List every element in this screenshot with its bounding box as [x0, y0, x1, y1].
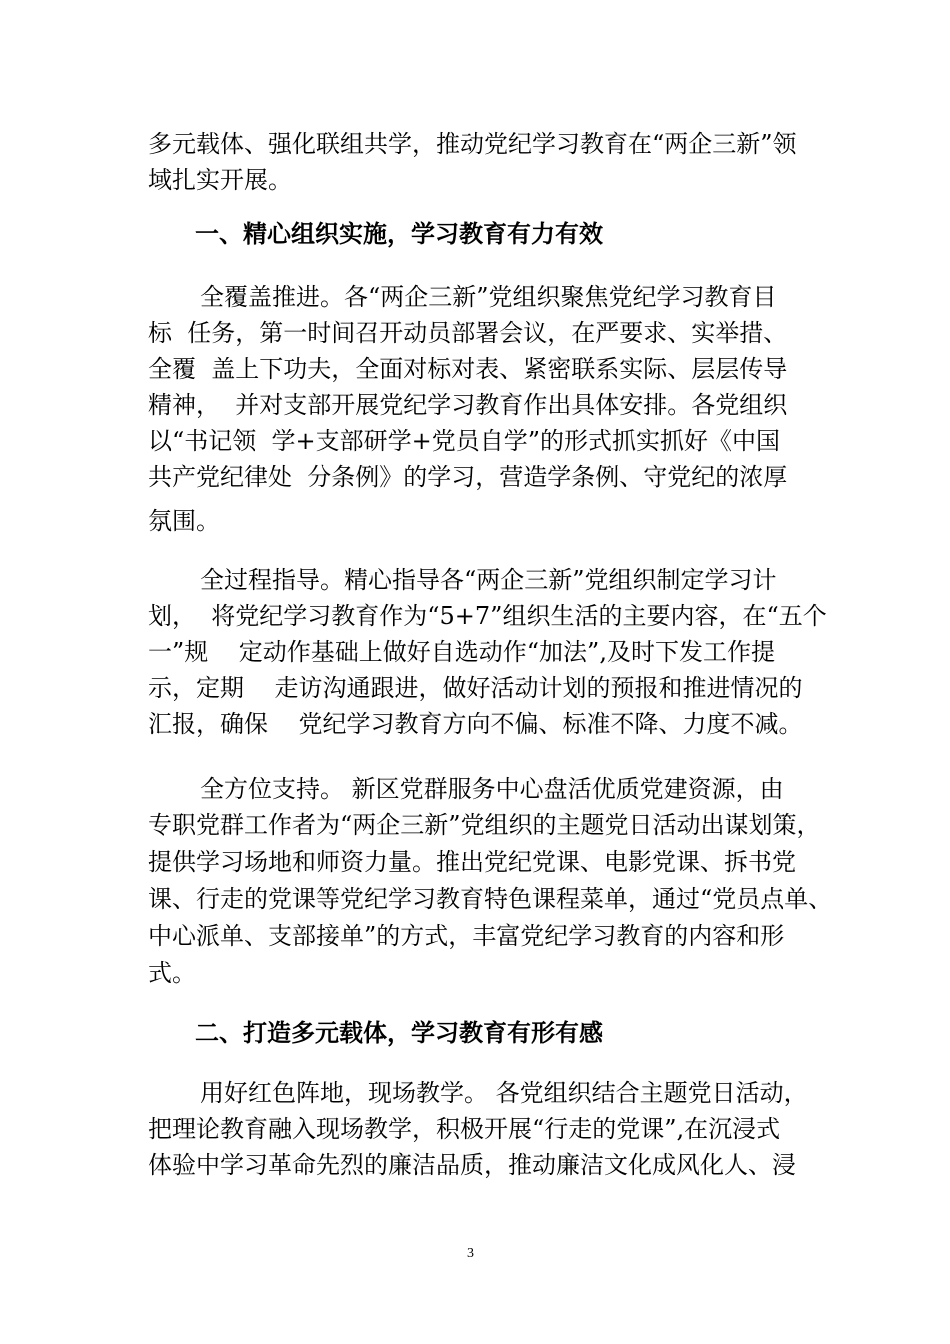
- page-number: 3: [467, 1246, 474, 1261]
- body-text: 精心指导各“两企三新”党组织制定学习计: [344, 566, 777, 594]
- paragraph-lead: 全方位支持。: [200, 775, 344, 803]
- body-line: 氛围。: [148, 507, 220, 535]
- body-line: 专职党群工作者为“两企三新”党组织的主题党日活动出谋划策，: [148, 811, 821, 839]
- body-line: 式。: [148, 959, 196, 987]
- section-heading-1: 一、精心组织实施，学习教育有力有效: [195, 220, 603, 248]
- body-line: 体验中学习革命先烈的廉洁品质，推动廉洁文化成风化人、浸: [148, 1151, 796, 1179]
- body-line: 全覆 盖上下功夫，全面对标对表、紧密联系实际、层层传导: [148, 355, 788, 383]
- body-line: 域扎实开展。: [148, 166, 292, 194]
- paragraph-first-line: [200, 280, 777, 314]
- paragraph-lead: 全过程指导。: [200, 566, 344, 594]
- paragraph-first-line: [200, 1076, 808, 1110]
- body-line: 中心派单、支部接单”的方式，丰富党纪学习教育的内容和形: [148, 922, 785, 950]
- body-line: 提供学习场地和师资力量。推出党纪党课、电影党课、拆书党: [148, 848, 796, 876]
- body-text: 新区党群服务中心盘活优质党建资源，由: [344, 775, 784, 803]
- body-line: 把理论教育融入现场教学，积极开展“行走的党课”,在沉浸式: [148, 1115, 781, 1143]
- body-line: 精神， 并对支部开展党纪学习教育作出具体安排。各党组织: [148, 391, 788, 419]
- body-line: 汇报，确保 党纪学习教育方向不偏、标准不降、力度不减。: [148, 710, 803, 738]
- body-text: 各“两企三新”党组织聚焦党纪学习教育目: [344, 283, 777, 311]
- section-heading-2: 二、打造多元载体，学习教育有形有感: [195, 1019, 603, 1047]
- paragraph-first-line: [200, 563, 777, 597]
- body-line: 共产党纪律处 分条例》的学习，营造学条例、守党纪的浓厚: [148, 463, 788, 491]
- body-line: 多元载体、强化联组共学，推动党纪学习教育在“两企三新”领: [148, 130, 797, 158]
- body-line: 标 任务，第一时间召开动员部署会议，在严要求、实举措、: [148, 319, 788, 347]
- body-text: 各党组织结合主题党日活动，: [488, 1079, 808, 1107]
- body-line: 示，定期 走访沟通跟进，做好活动计划的预报和推进情况的: [148, 674, 803, 702]
- body-line: 划， 将党纪学习教育作为“5+7”组织生活的主要内容，在“五个: [148, 602, 827, 630]
- paragraph-first-line: [200, 772, 784, 806]
- body-line: 以“书记领 学+支部研学+党员自学”的形式抓实抓好《中国: [148, 427, 781, 455]
- body-line: 课、行走的党课等党纪学习教育特色课程菜单，通过“党员点单、: [148, 885, 833, 913]
- paragraph-lead: 用好红色阵地，现场教学。: [200, 1079, 488, 1107]
- body-line: 一”规 定动作基础上做好自选动作“加法”,及时下发工作提: [148, 638, 775, 666]
- paragraph-lead: 全覆盖推进。: [200, 283, 344, 311]
